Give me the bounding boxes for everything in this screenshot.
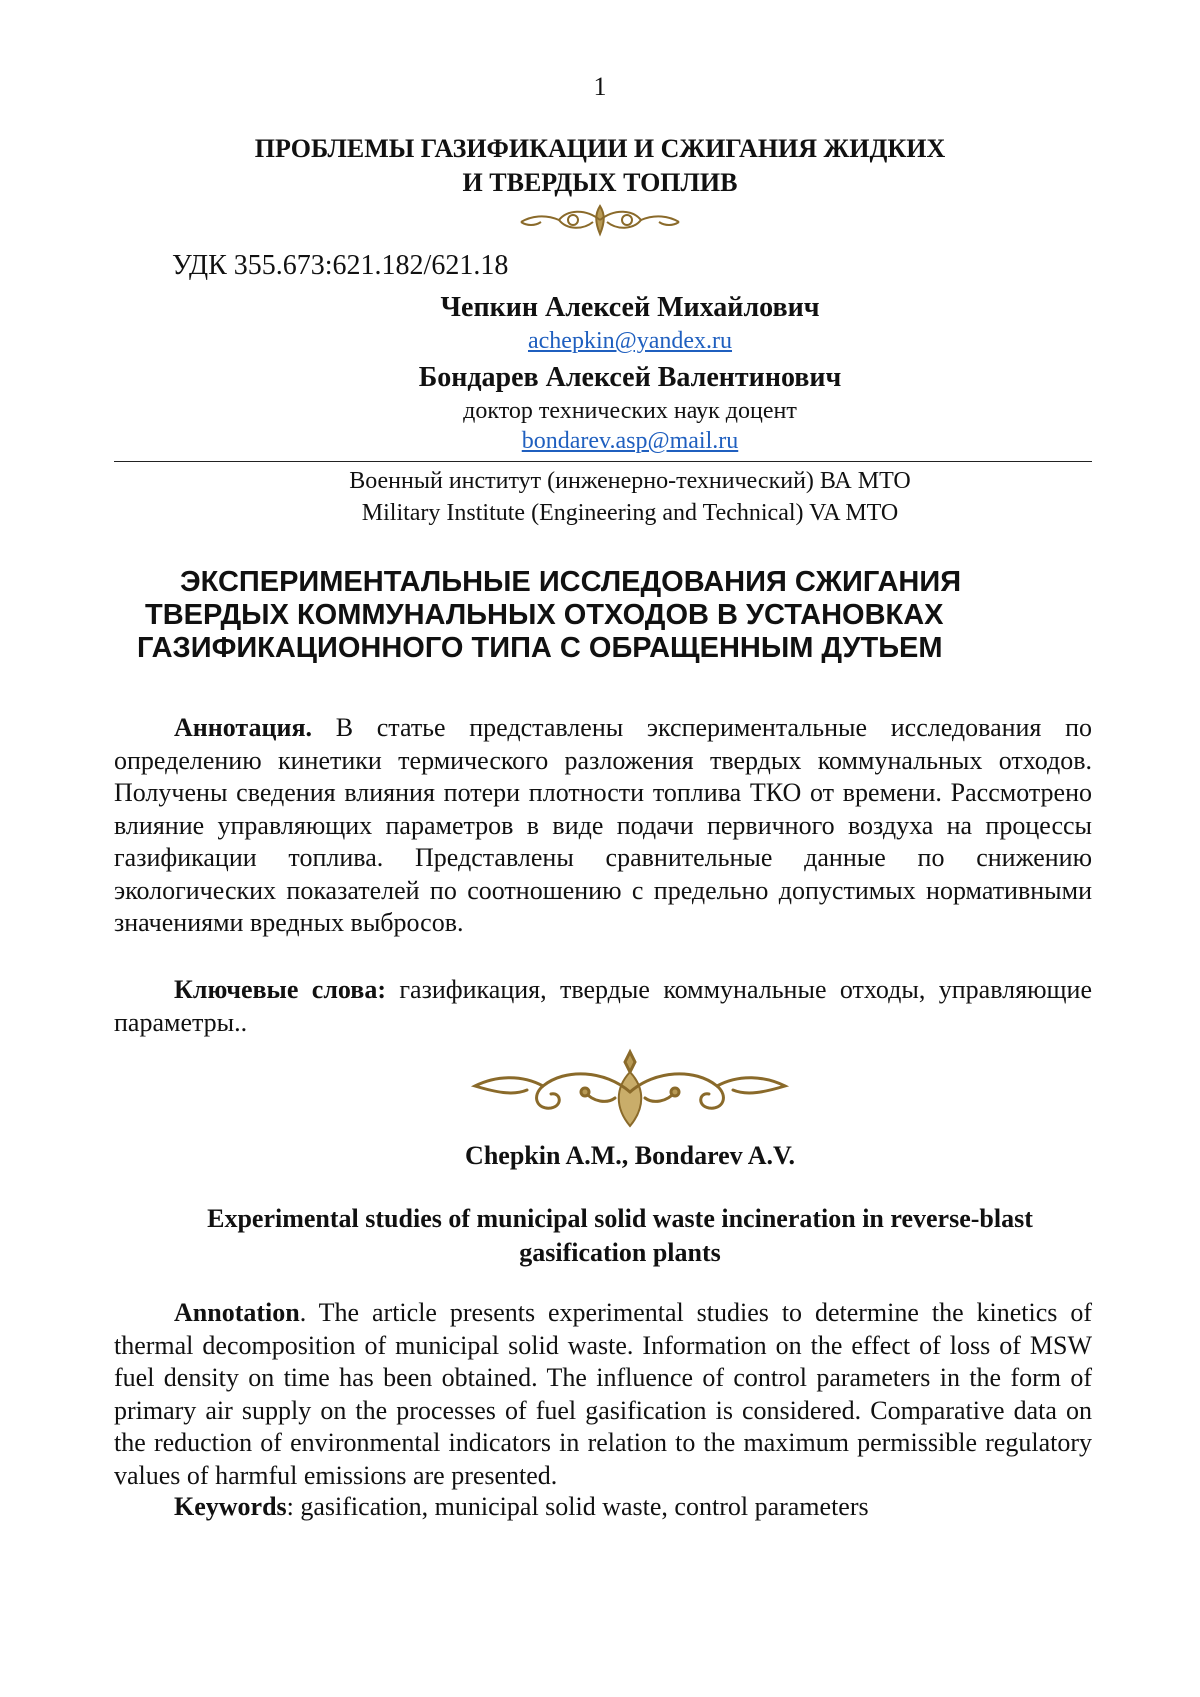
horizontal-divider bbox=[114, 461, 1092, 462]
author-name: Бондарев Алексей Валентинович bbox=[418, 362, 842, 393]
author-email-link[interactable]: bondarev.asp@mail.ru bbox=[521, 428, 739, 454]
keywords-ru-text: газификация, твердые коммунальные отходы, управляющие параметры.. bbox=[114, 975, 1092, 1037]
section-title bbox=[150, 132, 1050, 200]
keywords-ru bbox=[114, 974, 1092, 1039]
keywords-en bbox=[174, 1492, 1074, 1522]
author-email-link[interactable]: achepkin@yandex.ru bbox=[527, 328, 733, 354]
abstract-ru bbox=[114, 712, 1092, 940]
page-number: 1 bbox=[593, 72, 607, 101]
institution-en: Military Institute (Engineering and Technical) VA MTO bbox=[361, 500, 899, 526]
english-title bbox=[140, 1202, 1100, 1270]
udk-code: УДК 355.673:621.182/621.18 bbox=[172, 250, 509, 281]
keywords-en-label: Keywords bbox=[174, 1492, 287, 1521]
keywords-ru-label: Ключевые слова: bbox=[174, 975, 386, 1004]
english-title-line: Experimental studies of municipal solid waste incineration in reverse-blast bbox=[207, 1204, 1033, 1233]
english-title-line: gasification plants bbox=[519, 1238, 721, 1267]
ornament-divider-large-icon bbox=[465, 1048, 795, 1138]
abstract-ru-label: Аннотация. bbox=[174, 713, 313, 742]
ornament-divider-small-icon bbox=[515, 200, 685, 242]
article-title-line: ГАЗИФИКАЦИОННОГО ТИПА С ОБРАЩЕННЫМ ДУТЬЕМ bbox=[137, 632, 943, 664]
keywords-en-text: : gasification, municipal solid waste, control parameters bbox=[286, 1492, 869, 1521]
article-title-line: ТВЕРДЫХ КОММУНАЛЬНЫХ ОТХОДОВ В УСТАНОВКАХ bbox=[145, 599, 944, 631]
institution-ru: Военный институт (инженерно-технический) ВА МТО bbox=[349, 468, 911, 494]
english-authors: Chepkin A.M., Bondarev A.V. bbox=[465, 1141, 795, 1170]
article-title-line: ЭКСПЕРИМЕНТАЛЬНЫЕ ИССЛЕДОВАНИЯ СЖИГАНИЯ bbox=[180, 566, 962, 598]
author-degree: доктор технических наук доцент bbox=[463, 398, 797, 424]
abstract-en bbox=[114, 1297, 1092, 1492]
abstract-ru-text: В статье представлены экспериментальные исследования по определению кинетики термического разложения твердых коммунальных отходов. Получены сведения влияния потери плотности топлива ТКО от времени. Рассмотрено влияние управляющих параметров в виде подачи первичного воздуха на процессы газификации топлива. Представлены сравнительные данные по снижению экологических показателей по соотношению с предельно допустимых нормативными значениями вредных выбросов. bbox=[114, 713, 1092, 937]
abstract-en-text: . The article presents experimental studies to determine the kinetics of thermal decomposition of municipal solid waste. Information on the effect of loss of MSW fuel density on time has been obtained. The influence of control parameters in the form of primary air supply on the processes of fuel gasification is considered. Comparative data on the reduction of environmental indicators in relation to the maximum permissible regulatory values of harmful emissions are presented. bbox=[114, 1298, 1092, 1490]
article-title bbox=[112, 566, 1102, 665]
author-name: Чепкин Алексей Михайлович bbox=[440, 292, 820, 323]
section-title-line: ПРОБЛЕМЫ ГАЗИФИКАЦИИ И СЖИГАНИЯ ЖИДКИХ bbox=[254, 134, 946, 163]
section-title-line: И ТВЕРДЫХ ТОПЛИВ bbox=[462, 168, 738, 197]
abstract-en-label: Annotation bbox=[174, 1298, 300, 1327]
